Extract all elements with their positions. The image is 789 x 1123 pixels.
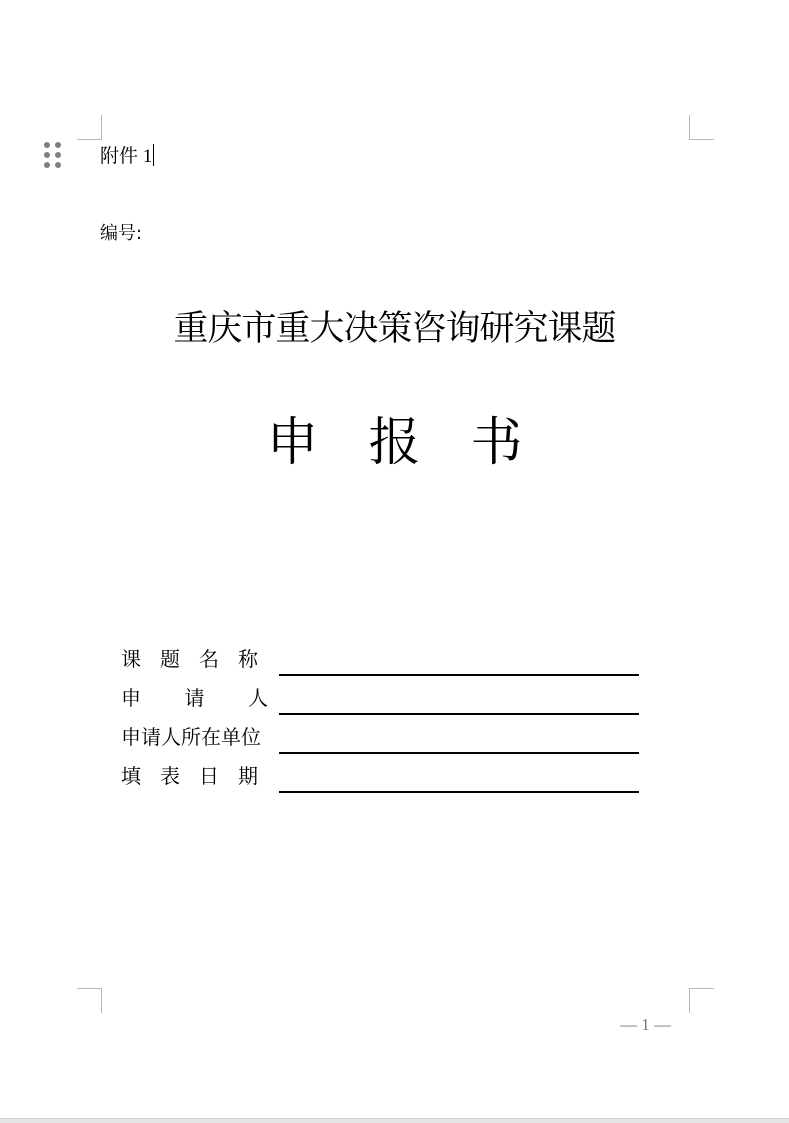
fill-date-field[interactable] (279, 791, 639, 793)
paragraph-drag-handle-icon[interactable] (44, 142, 62, 172)
applicant-label-char: 人 (248, 686, 268, 710)
applicant-label-char: 申 (121, 686, 141, 710)
organization-label: 申请人所在单位 (121, 725, 261, 749)
applicant-field[interactable] (279, 713, 639, 715)
project-name-field[interactable] (279, 674, 639, 676)
document-title: 重庆市重大决策咨询研究课题 (173, 309, 616, 349)
applicant-label-char: 请 (184, 686, 205, 710)
margin-mark-bottom-right (689, 988, 714, 1013)
page-number: — 1 — (620, 1015, 671, 1034)
fill-date-label: 填表日期 (121, 764, 277, 788)
margin-mark-top-left (77, 115, 102, 140)
subtitle-char: 申 (266, 413, 319, 473)
margin-mark-top-right (689, 115, 714, 140)
subtitle-char: 书 (470, 413, 523, 473)
subtitle-char: 报 (368, 413, 421, 473)
text-cursor (153, 144, 154, 166)
project-name-label: 课题名称 (121, 647, 277, 671)
attachment-text: 附件 1 (100, 146, 153, 167)
serial-number-label: 编号: (100, 223, 143, 244)
organization-field[interactable] (279, 752, 639, 754)
document-subtitle (0, 410, 789, 476)
attachment-label[interactable] (100, 144, 154, 169)
applicant-label (121, 684, 268, 712)
viewer-bottom-edge (0, 1118, 789, 1123)
margin-mark-bottom-left (77, 988, 102, 1013)
